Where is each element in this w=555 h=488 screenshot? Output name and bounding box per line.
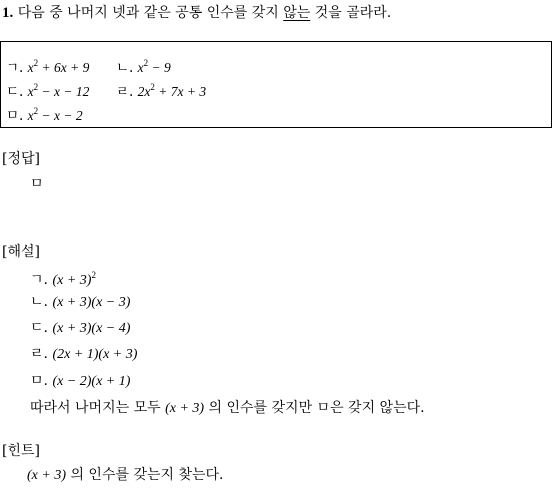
explanation-expr: (2x + 1)(x + 3) xyxy=(52,347,138,362)
answer-heading: [정답] xyxy=(2,151,40,167)
choice-label: ㄴ. xyxy=(116,60,134,76)
choice-item xyxy=(6,101,83,126)
choice-box xyxy=(0,41,552,128)
explanation-label: ㄱ. xyxy=(30,272,48,288)
explanation-line xyxy=(30,344,137,365)
conclusion-text-before: 따라서 나머지는 모두 xyxy=(30,400,161,416)
choice-label: ㄱ. xyxy=(6,60,24,76)
question-number: 1. xyxy=(2,5,14,21)
explanation-line xyxy=(30,318,130,339)
explanation-expr: (x + 3)(x − 4) xyxy=(52,321,131,336)
explanation-expr: (x + 3)(x − 3) xyxy=(52,295,131,310)
choice-expr: $2x^2 + 7x + 3$ xyxy=(137,82,207,99)
explanation-line xyxy=(30,292,130,313)
answer-value: ㅁ xyxy=(30,176,44,192)
question-underlined-word: 않는 xyxy=(283,5,311,21)
explanation-label: ㄹ. xyxy=(30,346,48,362)
conclusion-text-after: 의 인수를 갖지만 ㅁ은 갖지 않는다. xyxy=(208,400,425,416)
explanation-conclusion xyxy=(30,398,425,419)
choice-label: ㅁ. xyxy=(6,108,24,124)
explanation-line xyxy=(30,371,130,392)
hint-heading: [힌트] xyxy=(2,443,40,459)
question-line xyxy=(2,3,391,23)
explanation-label: ㄴ. xyxy=(30,294,48,310)
explanation-label: ㄷ. xyxy=(30,320,48,336)
choice-label: ㄷ. xyxy=(6,84,24,100)
conclusion-math: (x + 3) xyxy=(165,401,205,416)
explanation-label: ㅁ. xyxy=(30,373,48,389)
choice-label: ㄹ. xyxy=(116,84,134,100)
explanation-expr: (x − 2)(x + 1) xyxy=(52,374,131,389)
choice-item xyxy=(6,53,89,78)
choice-item xyxy=(116,77,206,102)
question-text-after: 것을 골라라. xyxy=(314,5,392,21)
choice-expr: $x^2 + 6x + 9$ xyxy=(27,58,90,75)
explanation-line xyxy=(30,265,96,291)
hint-line xyxy=(27,465,224,486)
choice-expr: $x^2 - x - 12$ xyxy=(27,82,90,99)
question-text-before: 다음 중 나머지 넷과 같은 공통 인수를 갖지 xyxy=(17,5,279,21)
choice-expr: $x^2 - 9$ xyxy=(137,58,171,75)
choice-expr: $x^2 - x - 2$ xyxy=(27,106,83,123)
choice-item xyxy=(6,77,89,102)
hint-text: 의 인수를 갖는지 찾는다. xyxy=(70,467,224,483)
choice-item xyxy=(116,53,171,78)
hint-math: (x + 3) xyxy=(27,468,66,483)
explanation-heading: [해설] xyxy=(2,244,40,260)
explanation-expr: $(x + 3)^2$ xyxy=(52,270,96,288)
